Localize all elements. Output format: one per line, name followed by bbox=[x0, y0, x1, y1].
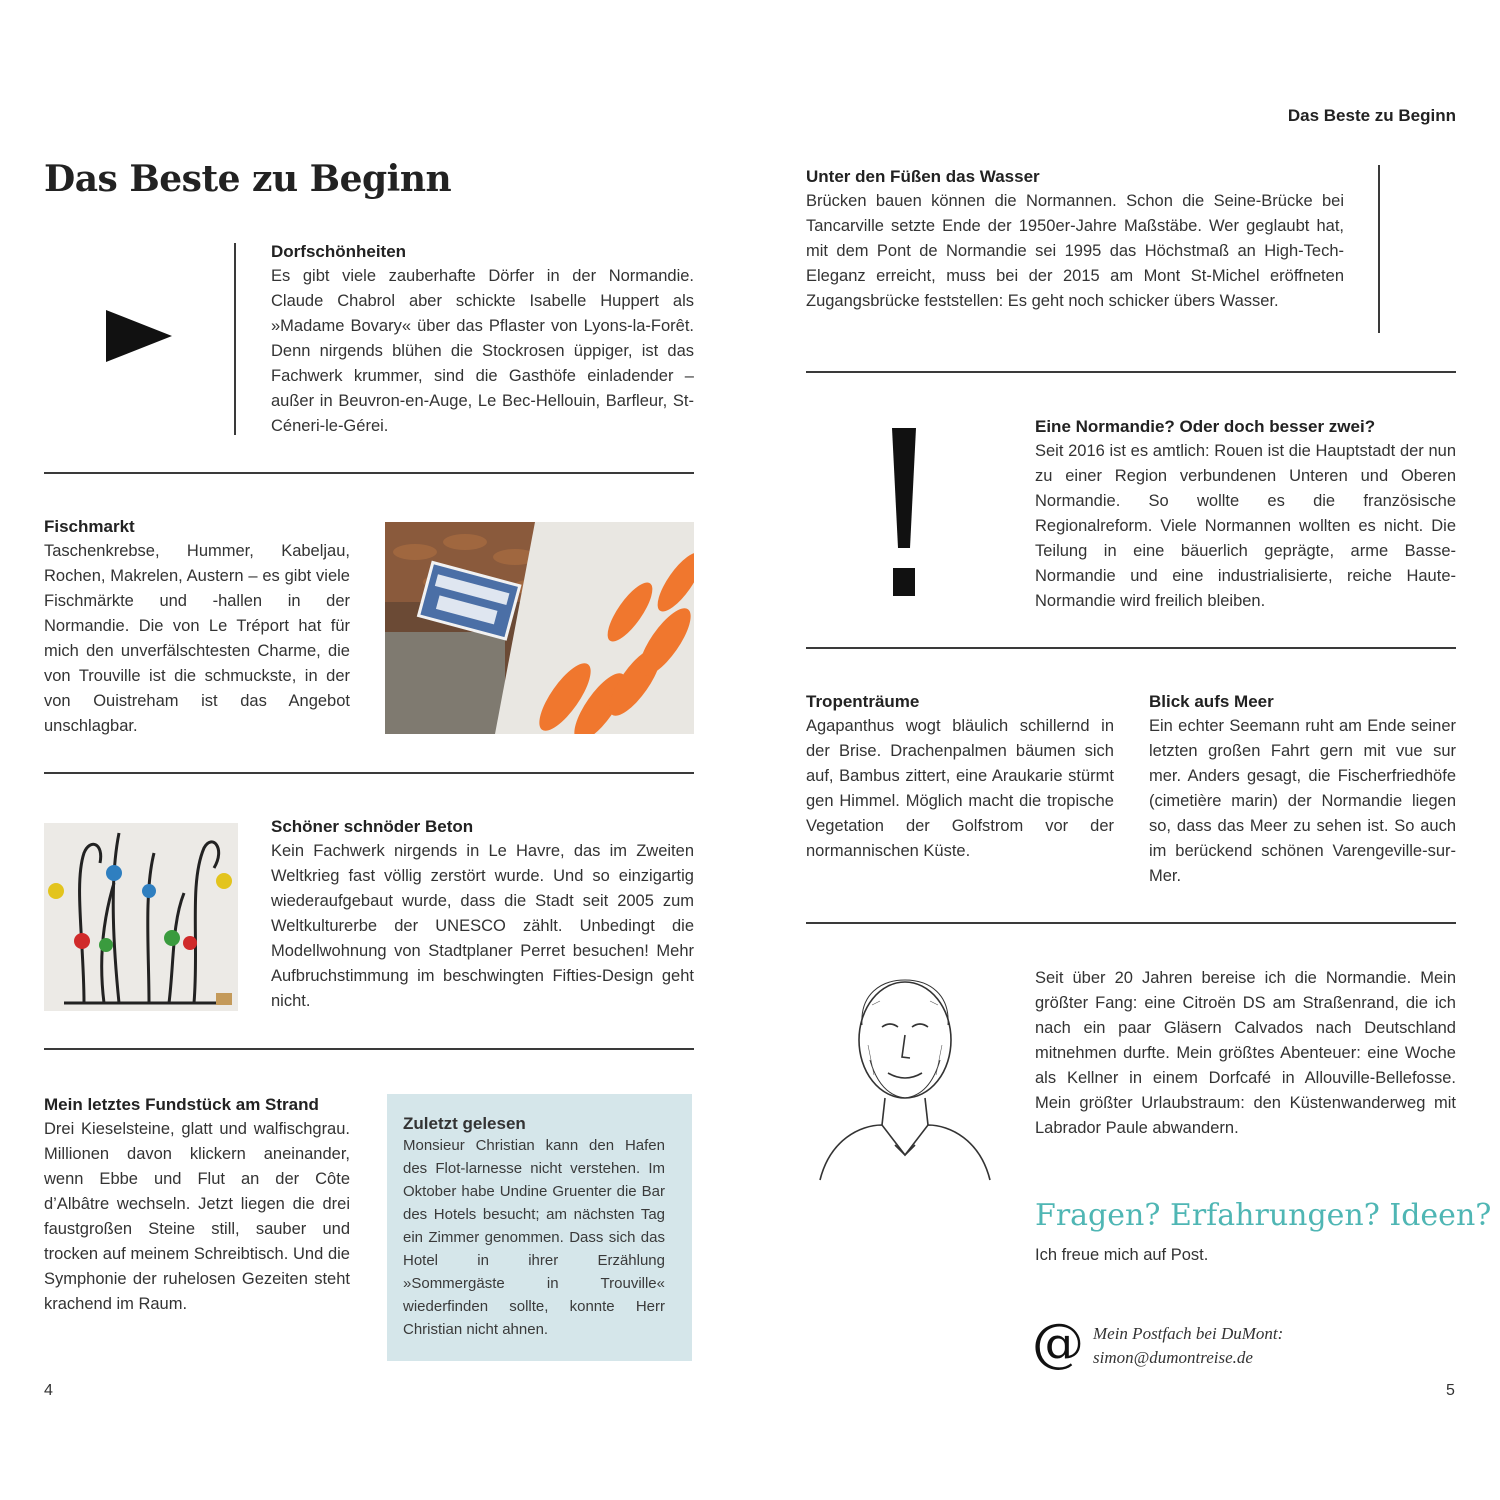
page-number-right: 5 bbox=[1446, 1382, 1455, 1399]
section-beton bbox=[271, 815, 694, 1014]
section-heading: Mein letztes Fundstück am Strand bbox=[44, 1095, 319, 1114]
mailbox-label: Mein Postfach bei DuMont: bbox=[1093, 1324, 1284, 1343]
section-text: Es gibt viele zauberhafte Dörfer in der Normandie. Claude Chabrol aber schickte Isabelle Huppert als »Madame Bovary« über das Pflaster von Lyons-la-Forêt. Denn nirgends blühen die Stockrosen üppiger, ist das Fachwerk krummer, sind die Gasthöfe einladender – außer in Beuvron-en-Auge, Le Bec-Hellouin, Barfleur, St-Céneri-le-Gérei. bbox=[271, 267, 694, 435]
section-strand bbox=[44, 1093, 350, 1317]
section-dorf bbox=[271, 240, 694, 439]
section-heading: Blick aufs Meer bbox=[1149, 692, 1274, 711]
divider-vertical bbox=[1378, 165, 1380, 333]
running-head: Das Beste zu Beginn bbox=[1287, 106, 1456, 125]
section-wasser bbox=[806, 165, 1344, 314]
section-heading: Unter den Füßen das Wasser bbox=[806, 167, 1040, 186]
section-heading: Schöner schnöder Beton bbox=[271, 817, 474, 836]
divider bbox=[806, 922, 1456, 924]
box-text: Monsieur Christian kann den Hafen des Flot-larnesse nicht verstehen. Im Oktober habe Undine Gruenter die Bar des Hotels besucht; am nächsten Tag ein Zimmer genommen. Dass sich das Hotel in ihrer Erzählung »Sommergäste in Trouville« wiederfinden sollte, konnte Herr Christian nicht ahnen. bbox=[403, 1137, 665, 1338]
section-author bbox=[1035, 966, 1456, 1141]
author-text: Seit über 20 Jahren bereise ich die Normandie. Mein größter Fang: eine Citroën DS am Straßenrand, die ich nach ein paar Gläsern Calvados nach Deutschland mitnehmen durfte. Mein größtes Abenteuer: eine Woche als Kellner in einem Dorfcafé in Allouville-Bellefosse. Mein größter Urlaubstraum: den Küstenwanderweg mit Labrador Paule abwandern. bbox=[1035, 969, 1456, 1137]
fish-market-photo bbox=[385, 522, 694, 734]
section-text: Taschenkrebse, Hummer, Kabeljau, Rochen, Makrelen, Austern – es gibt viele Fischmärkte und -hallen in der Normandie. Die von Le Tréport hat für mich den unverfälschtesten Charme, die von Trouville ist die schmuckste, in der von Ouistreham ist das Angebot unschlagbar. bbox=[44, 542, 350, 735]
section-text: Drei Kieselsteine, glatt und walfischgrau. Millionen davon klickern aneinander, wenn Ebbe und Flut an der Côte d’Albâtre wechseln. Jetzt liegen die drei faustgroßen Steine still, sauber und trocken auf meinem Schreibtisch. Und die Symphonie der ruhelosen Gezeiten steht krachend im Raum. bbox=[44, 1120, 350, 1313]
cta-heading: Fragen? Erfahrungen? Ideen? bbox=[1035, 1198, 1492, 1233]
divider bbox=[806, 371, 1456, 373]
mailbox-info bbox=[1093, 1322, 1283, 1370]
page-title: Das Beste zu Beginn bbox=[44, 158, 452, 200]
section-tropen bbox=[806, 690, 1114, 864]
divider-vertical bbox=[234, 243, 236, 435]
section-text: Ein echter Seemann ruht am Ende seiner letzten großen Fahrt gern mit vue sur mer. Anders gesagt, die Fischerfriedhöfe (cimetière marin) der Normandie liegen so, dass das Meer zu sehen ist. So auch im berückend schönen Varengeville-sur-Mer. bbox=[1149, 717, 1456, 885]
play-arrow-icon bbox=[104, 308, 174, 364]
section-zwei bbox=[1035, 415, 1456, 614]
divider bbox=[44, 1048, 694, 1050]
author-portrait bbox=[810, 965, 995, 1190]
divider bbox=[44, 772, 694, 774]
reading-box bbox=[387, 1094, 692, 1361]
exclamation-icon bbox=[884, 428, 924, 598]
mailbox-address[interactable]: simon@dumontreise.de bbox=[1093, 1348, 1253, 1367]
cta-subtext: Ich freue mich auf Post. bbox=[1035, 1246, 1209, 1264]
section-text: Seit 2016 ist es amtlich: Rouen ist die Hauptstadt der nun zu einer Region verbundenen Unteren und Oberen Normandie. So wollte es die französische Regionalreform. Viele Normannen wollten es nicht. Die Teilung in eine bäuerlich geprägte, arme Basse-Normandie und eine industrialisierte, reiche Haute-Normandie wird freilich bleiben. bbox=[1035, 442, 1456, 610]
at-icon: @ bbox=[1032, 1314, 1084, 1374]
section-meer bbox=[1149, 690, 1456, 889]
section-text: Kein Fachwerk nirgends in Le Havre, das im Zweiten Weltkrieg fast völlig zerstört wurde. Und so einzigartig wiederaufgebaut wurde, dass die Stadt seit 2005 zum Weltkulturerbe der UNESCO zählt. Unbedingt die Modellwohnung von Stadtplaner Perret besuchen! Mehr Aufbruchstimmung im beschwingten Fifties-Design geht nicht. bbox=[271, 842, 694, 1010]
section-text: Brücken bauen können die Normannen. Schon die Seine-Brücke bei Tancarville setzte Ende der 1950er-Jahre Maßstäbe. Wer geglaubt hat, mit dem Pont de Normandie sei 1995 das Höchstmaß an High-Tech-Eleganz erreicht, muss bei der 2015 am Mont St-Michel eröffneten Zugangsbrücke feststellen: Es geht noch schicker übers Wasser. bbox=[806, 192, 1344, 310]
section-heading: Eine Normandie? Oder doch besser zwei? bbox=[1035, 417, 1376, 436]
coat-rack-photo bbox=[44, 823, 238, 1011]
section-fisch bbox=[44, 515, 350, 739]
divider bbox=[44, 472, 694, 474]
divider bbox=[806, 647, 1456, 649]
section-heading: Tropenträume bbox=[806, 692, 920, 711]
section-heading: Fischmarkt bbox=[44, 517, 135, 536]
page-number-left: 4 bbox=[44, 1382, 53, 1399]
box-heading: Zuletzt gelesen bbox=[403, 1114, 526, 1133]
section-text: Agapanthus wogt bläulich schillernd in der Brise. Drachenpalmen bäumen sich auf, Bambus zittert, eine Araukarie stürmt gen Himmel. Möglich macht die tropische Vegetation der Golfstrom vor der normannischen Küste. bbox=[806, 717, 1114, 860]
section-heading: Dorfschönheiten bbox=[271, 242, 407, 261]
